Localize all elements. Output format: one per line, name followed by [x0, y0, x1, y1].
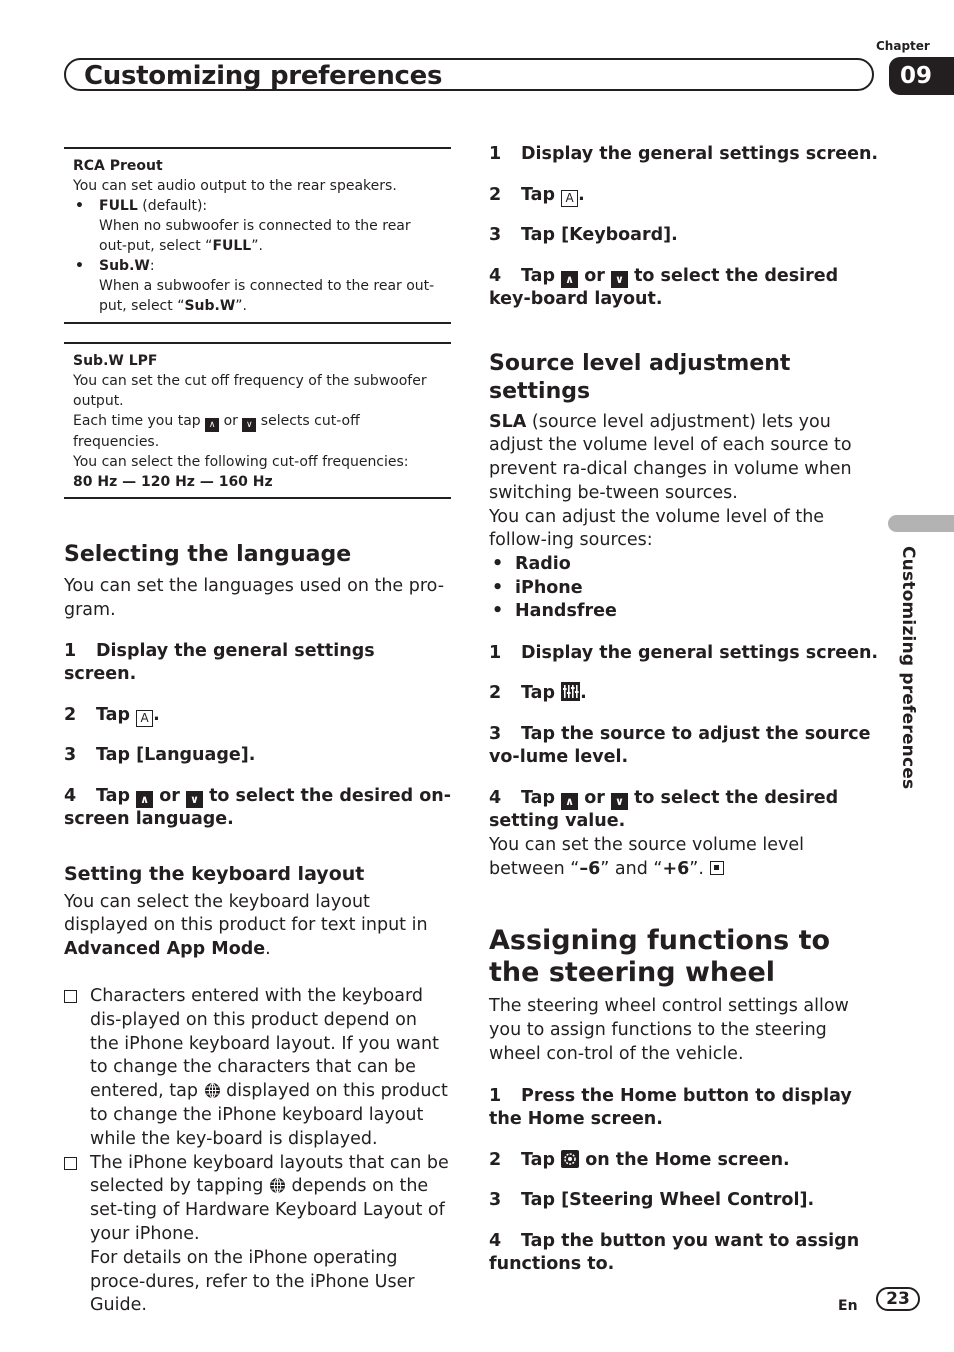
letter-a-icon: A	[561, 190, 578, 207]
step-text: Tap the button you want to assign functions to.	[489, 1230, 860, 1275]
kb-step-2: 2 Tap A .	[489, 184, 879, 208]
rca-title: RCA Preout	[73, 158, 163, 174]
step-number: 3	[489, 225, 502, 245]
caret-up-icon: ∧	[205, 418, 219, 432]
source-item: • Radio	[489, 553, 879, 577]
freq-sep-2: —	[194, 474, 219, 490]
subw-lpf-box	[64, 342, 451, 499]
freq-120: 120 Hz	[140, 474, 195, 490]
range-max: +6	[662, 858, 690, 879]
note2-post: depends on the set-ting of Hardware Keyboard Layout of your iPhone.	[90, 1176, 445, 1244]
rca-subw-suffix: :	[149, 258, 155, 274]
note-box-icon	[64, 990, 77, 1003]
step-number: 1	[489, 1085, 502, 1106]
caret-up-icon: ∧	[561, 271, 578, 288]
caret-down-icon: ∨	[611, 271, 628, 288]
range-pre: You can set the source volume level between “	[489, 834, 804, 879]
lpf-desc2-post: selects cut-off frequencies.	[73, 413, 360, 450]
step-text: Tap [Language].	[96, 745, 256, 766]
chapter-label: Chapter	[876, 39, 930, 53]
step-number: 3	[489, 723, 502, 744]
step-number: 1	[64, 640, 77, 661]
step-number: 2	[64, 704, 77, 725]
rca-subw-desc-pre: When a subwoofer is connected to the rear out-put, select “	[99, 278, 435, 314]
step-text: Press the Home button to display the Home screen.	[489, 1085, 852, 1130]
steering-step-4	[489, 1230, 879, 1277]
rca-option-full	[73, 196, 442, 216]
caret-up-icon: ∧	[136, 791, 153, 808]
rca-subw-desc	[73, 276, 442, 316]
lpf-desc2-pre: Each time you tap	[73, 413, 201, 429]
caret-up-icon: ∧	[561, 793, 578, 810]
step-number: 4	[64, 785, 77, 806]
settings-gear-icon	[561, 1150, 579, 1168]
kb-step-1	[489, 143, 879, 167]
lang-step-2: 2 Tap A .	[64, 704, 451, 728]
step-text-post: to select the desired on-screen language.	[64, 785, 451, 830]
side-tab	[888, 515, 954, 532]
step-number: 4	[489, 265, 502, 286]
letter-a-icon: A	[136, 710, 153, 727]
source-item: • Handsfree	[489, 600, 879, 624]
step-text-post: to select the desired key-board layout.	[489, 265, 839, 309]
step-text: Tap the source to adjust the source vo-lume level.	[489, 723, 871, 768]
kb-step-3	[489, 224, 879, 248]
sla-step-1	[489, 642, 879, 666]
keyboard-heading: Setting the keyboard layout	[64, 862, 365, 885]
keyboard-intro	[64, 891, 451, 962]
step-text-pre: Tap	[521, 787, 556, 808]
rca-desc: You can set audio output to the rear speakers.	[73, 178, 397, 194]
header-title: Customizing preferences	[84, 61, 443, 91]
lang-intro: You can set the languages used on the pro-gram.	[64, 576, 445, 620]
step-number: 2	[489, 1149, 502, 1170]
lpf-freq-list	[73, 472, 442, 492]
step-or: or	[584, 787, 605, 808]
lpf-desc1: You can set the cut off frequency of the subwoofer output.	[73, 373, 427, 409]
lpf-desc3: You can select the following cut-off frequencies:	[73, 454, 409, 470]
freq-160: 160 Hz	[218, 474, 273, 490]
globe-icon	[269, 1177, 286, 1194]
step-text: Display the general settings screen.	[521, 642, 879, 663]
note1-pre: Characters entered with the keyboard dis-played on this product depend on the iPhone keyboard layout. If you want to change the characters that can be entered, tap	[90, 985, 439, 1102]
sla-intro2: You can adjust the volume level of the follow-ing sources:	[489, 506, 825, 551]
step-number: 1	[489, 144, 502, 164]
rca-preout-box	[64, 147, 451, 324]
lpf-title: Sub.W LPF	[73, 353, 158, 369]
sla-intro	[489, 411, 879, 506]
keyboard-note-1	[64, 985, 451, 1152]
lpf-desc2-or: or	[223, 413, 238, 429]
step-text: Display the general settings screen.	[521, 144, 879, 164]
step-number: 2	[489, 184, 502, 205]
equalizer-icon	[561, 682, 580, 701]
sla-step-4	[489, 787, 879, 834]
step-text: Tap [Keyboard].	[521, 225, 678, 245]
steering-step-3	[489, 1189, 879, 1213]
keyboard-intro-bold: Advanced App Mode	[64, 939, 266, 960]
step-text-post: on the Home screen.	[585, 1149, 790, 1170]
note1-post: displayed on this product to change the iPhone keyboard layout while the key-board is displayed.	[90, 1081, 448, 1149]
step-text: Tap	[96, 704, 131, 725]
rca-full-desc	[73, 216, 442, 256]
caret-down-icon: ∨	[611, 793, 628, 810]
steering-step-1	[489, 1085, 879, 1132]
sla-intro-bold: SLA	[489, 411, 527, 432]
caret-down-icon: ∨	[186, 791, 203, 808]
note2-pre: The iPhone keyboard layouts that can be selected by tapping	[90, 1152, 449, 1197]
step-text-pre: Tap	[521, 1149, 556, 1170]
step-text: Tap [Steering Wheel Control].	[521, 1190, 815, 1211]
step-text-post: to select the desired setting value.	[489, 787, 839, 832]
lang-step-1	[64, 640, 451, 687]
step-number: 3	[64, 745, 77, 766]
rca-option-subw	[73, 256, 442, 276]
lpf-desc2	[73, 411, 442, 452]
step-number: 4	[489, 1230, 502, 1251]
step-number: 2	[489, 683, 502, 704]
globe-icon	[204, 1082, 221, 1099]
steering-intro: The steering wheel control settings allow you to assign functions to the steering wheel con-trol of the vehicle.	[489, 996, 849, 1064]
rca-subw-desc-post: ”.	[235, 298, 247, 314]
rca-full-desc-post: ”.	[251, 238, 263, 254]
freq-80: 80 Hz	[73, 474, 118, 490]
step-text: Tap	[521, 683, 556, 704]
sla-intro-rest: (source level adjustment) lets you adjust the volume level of each source to prevent ra-dical changes in volume when switching be-tween sources.	[489, 411, 852, 503]
lang-heading: Selecting the language	[64, 542, 352, 567]
caret-down-icon: ∨	[242, 418, 256, 432]
page-number: 23	[876, 1287, 920, 1311]
step-text: Display the general settings screen.	[64, 640, 375, 685]
sla-step-2: 2 Tap .	[489, 682, 879, 706]
rca-full-desc-pre: When no subwoofer is connected to the rear out-put, select “	[99, 218, 411, 254]
step-or: or	[159, 785, 180, 806]
step-number: 3	[489, 1190, 502, 1211]
step-text-pre: Tap	[96, 785, 131, 806]
freq-sep-1: —	[117, 474, 141, 490]
keyboard-note-2	[64, 1152, 451, 1319]
sla-range	[489, 834, 879, 882]
rca-full-desc-bold: FULL	[212, 238, 252, 254]
source-item: • iPhone	[489, 577, 879, 601]
step-number: 1	[489, 642, 502, 663]
end-mark-icon	[710, 861, 724, 875]
lang-step-4	[64, 785, 451, 832]
side-label: Customizing preferences	[898, 546, 918, 790]
sla-step-3	[489, 723, 879, 770]
note-box-icon	[64, 1157, 77, 1170]
keyboard-intro-post: .	[265, 939, 271, 960]
sla-heading: Source level adjustment settings	[489, 350, 791, 404]
keyboard-intro-pre: You can select the keyboard layout displayed on this product for text input in	[64, 891, 428, 936]
kb-step-4	[489, 265, 879, 312]
step-or: or	[584, 265, 605, 286]
step-text: Tap	[521, 184, 556, 205]
step-text-pre: Tap	[521, 265, 556, 286]
footer-language: En	[838, 1298, 858, 1314]
step-number: 4	[489, 787, 502, 808]
note2-extra: For details on the iPhone operating proce-dures, refer to the iPhone User Guide.	[90, 1247, 415, 1316]
rca-subw-desc-bold: Sub.W	[184, 298, 236, 314]
range-mid: ” and “	[600, 858, 663, 879]
left-column	[64, 147, 451, 1318]
steering-heading: Assigning functions to the steering wheel	[489, 925, 831, 989]
rca-subw-label: Sub.W	[99, 258, 150, 274]
rca-full-label: FULL	[99, 198, 138, 214]
lang-step-3	[64, 744, 451, 768]
rca-full-suffix: (default):	[137, 198, 208, 214]
range-post: ”.	[689, 858, 704, 879]
right-column	[489, 143, 879, 1277]
range-min: –6	[579, 858, 601, 879]
steering-step-2	[489, 1149, 879, 1173]
chapter-number: 09	[889, 57, 954, 95]
